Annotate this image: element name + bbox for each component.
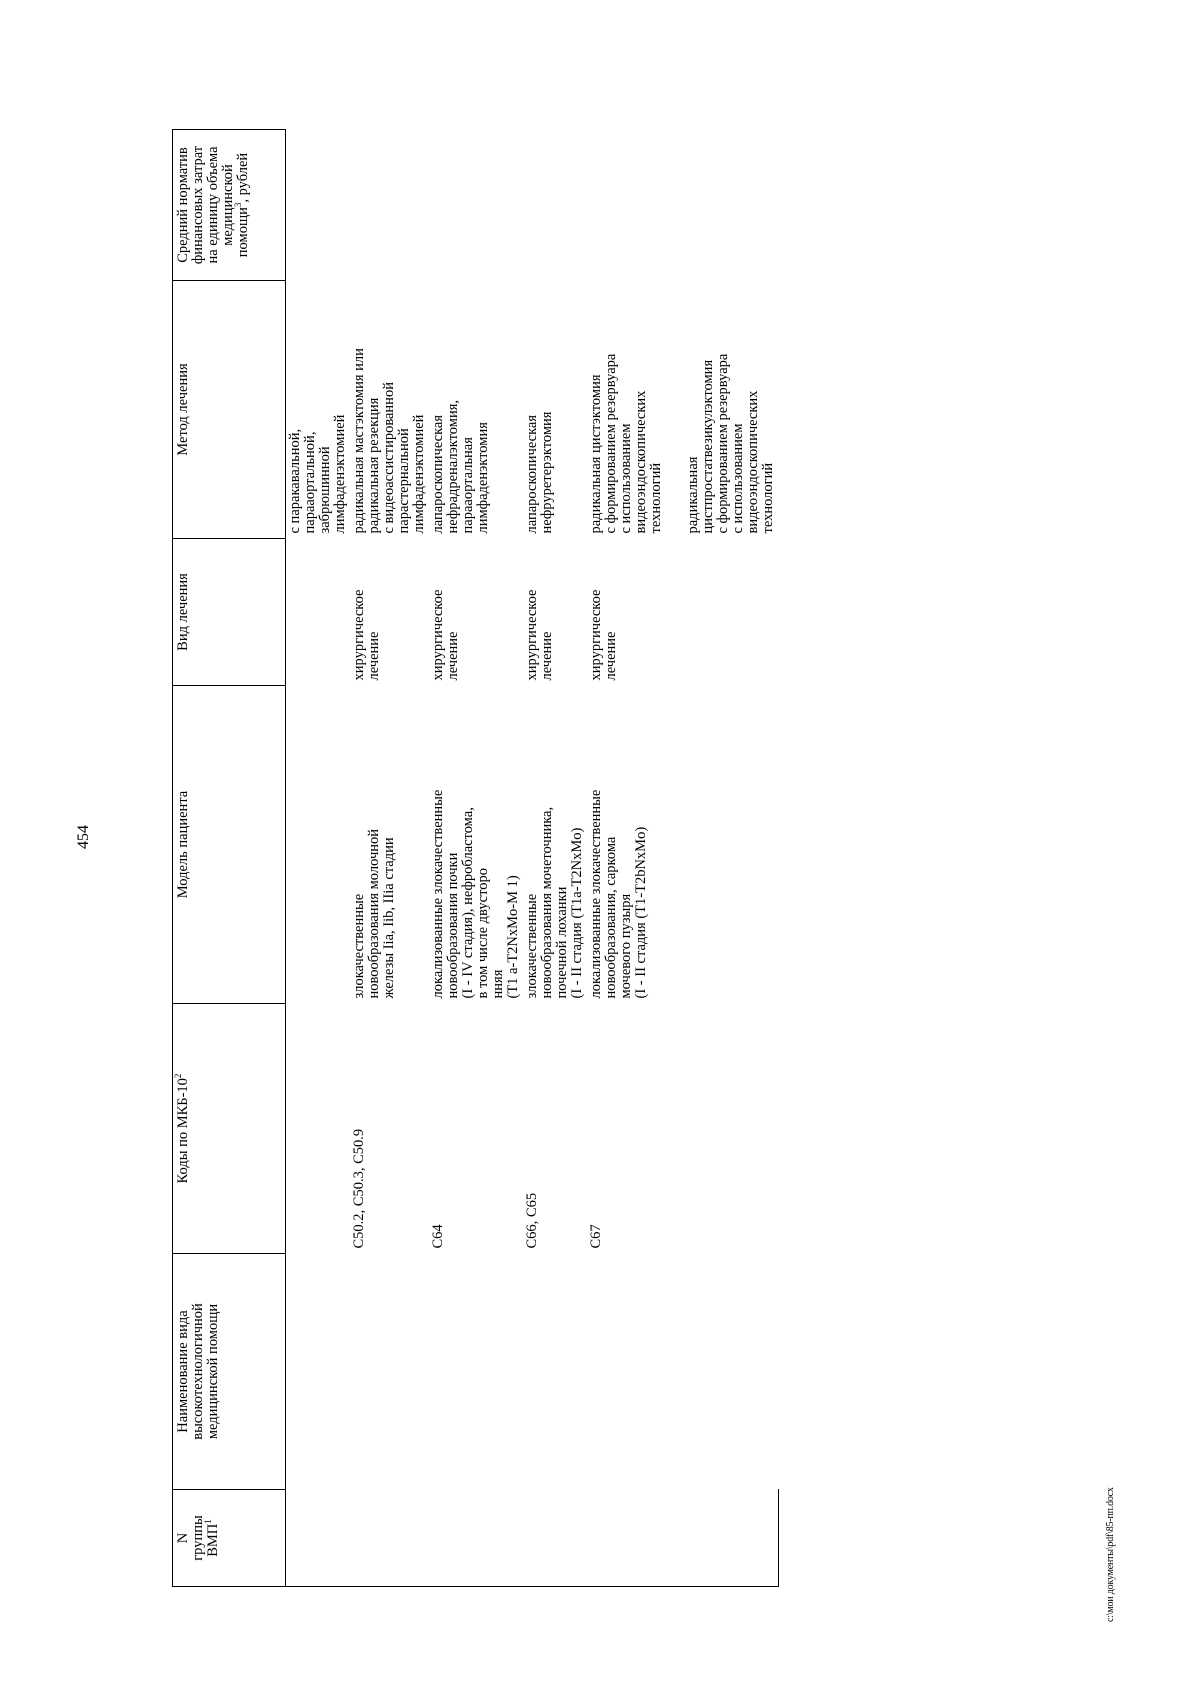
cell-cost-norm [286,130,351,281]
cell-line: хирургическое [588,589,604,681]
cell-line: цистпростатвезикулэктомия [700,359,716,534]
cell-line: хирургическое [351,589,367,681]
cell-line: лечение [366,631,382,681]
header-group-number [173,1490,286,1587]
cell-treatment-method [587,281,778,539]
header-line: медицинской помощи [205,1303,221,1440]
cell-line: видеоэндоскопических [633,390,649,534]
table-row [429,130,523,1587]
cell-line: лечение [603,631,619,681]
cell-line: лимфаденэктомией [411,414,427,534]
cell-line: новообразования, саркома [603,836,619,999]
cell-line: хирургическое [430,589,446,681]
cell-line: новообразования мочеточника, [539,806,555,999]
cell-treatment-type [350,539,429,686]
cell-line: радикальная [685,456,701,534]
cell-group-number [350,1490,429,1587]
cell-patient-model [523,686,587,1004]
vmp-table [172,129,779,1587]
header-patient-model [173,686,286,1004]
cell-cost-norm [587,130,778,281]
table-row [286,130,351,1587]
header-line: медицинской [220,164,236,246]
cell-care-type-name [523,1254,587,1490]
header-suffix: , рублей [235,152,251,203]
cell-treatment-type [523,539,587,686]
header-line: Метод лечения [175,363,191,456]
cell-line: в том числе двусторо [475,868,491,999]
cell-line: нняя [490,969,506,999]
cell-line: C67 [588,1224,604,1249]
header-treatment-type [173,539,286,686]
header-icd-codes [173,1004,286,1254]
cell-care-type-name [587,1254,778,1490]
header-line [173,1009,191,1248]
cell-treatment-method [523,281,587,539]
cell-line: локализованные злокачественные [430,789,446,999]
cell-line: C50.2, C50.3, C50.9 [351,1128,367,1249]
cell-line: лечение [445,631,461,681]
footnote-marker: 3 [233,202,244,208]
cell-line: (T1 a-T2NxMo-M 1) [505,875,521,999]
cell-line: злокачественные [524,893,540,999]
cell-line: злокачественные [351,893,367,999]
cell-cost-norm [429,130,523,281]
cell-line: с формированием резервуара [603,353,619,534]
cell-cost-norm [523,130,587,281]
cell-treatment-method [350,281,429,539]
footnote-marker: 2 [173,1073,184,1079]
cell-icd-codes [523,1004,587,1254]
cell-line: локализованные злокачественные [588,789,604,999]
cell-line: почечной лоханки [554,886,570,999]
cell-line: парааортальной, [302,431,318,534]
page-number: 454 [75,825,92,849]
cell-patient-model [429,686,523,1004]
footer-file-path: c:\мои документы\pdf\85-пп.docx [1105,1487,1116,1622]
cell-line: радикальная цистэктомия [588,374,604,534]
cell-line: парааортальная [460,437,476,534]
cell-line: мочевого пузыря [618,893,634,999]
cell-line: лимфаденэктомией [332,414,348,534]
cell-line: с паракавальной, [287,428,303,534]
cell-line: C66, C65 [524,1192,540,1249]
cell-line: (I - II стадия (T1a-T2NxMo) [569,827,585,999]
header-care-type-name [173,1254,286,1490]
cell-group-number [523,1490,587,1587]
cell-line: с использованием [730,423,746,534]
header-line: Средний норматив [175,147,191,263]
cell-care-type-name [429,1254,523,1490]
cell-cost-norm [350,130,429,281]
cell-line: новообразования почки [445,852,461,999]
cell-line: новообразования молочной [366,828,382,999]
cell-line: лимфаденэктомия [475,422,491,534]
cell-line: радикальная резекция [366,397,382,534]
cell-treatment-type [587,539,778,686]
header-line: на единицу объема [205,146,221,264]
cell-group-number [587,1490,778,1587]
header-text: помощи [235,207,251,258]
header-line: высокотехнологичной [190,1303,206,1440]
table-header-row [173,130,286,1587]
cell-line: видеоэндоскопических [745,390,761,534]
cell-line: нефрадреналэктомия, [445,399,461,534]
cell-icd-codes [286,1004,351,1254]
cell-line: с формированием резервуара [715,353,731,534]
cell-patient-model [587,686,778,1004]
header-line: Наименование вида [175,1310,191,1433]
cell-icd-codes [587,1004,778,1254]
cell-line: (I - IV стадия), нефробластома, [460,807,476,999]
cell-treatment-method [429,281,523,539]
method-gap [664,286,686,534]
cell-line: (I - II стадия (T1-T2bNxMo) [633,826,649,999]
header-line [233,135,251,275]
cell-line: C64 [430,1224,446,1249]
cell-line: лечение [539,631,555,681]
cell-line: железы Iia, Iib, IIia стадии [381,837,397,999]
cell-care-type-name [350,1254,429,1490]
header-text: Коды по МКБ-10 [175,1078,191,1184]
cell-treatment-type [286,539,351,686]
table-row [350,130,429,1587]
cell-line: технологий [760,462,776,534]
cell-icd-codes [429,1004,523,1254]
cell-patient-model [350,686,429,1004]
cell-icd-codes [350,1004,429,1254]
cell-line: технологий [648,462,664,534]
cell-treatment-method [286,281,351,539]
header-line: Вид лечения [175,573,191,651]
cell-line: хирургическое [524,589,540,681]
header-line: Модель пациента [175,790,191,899]
cell-line: лапароскопическая [524,414,540,534]
header-line: N [175,1532,191,1544]
table-row [587,130,778,1587]
cell-line: парастернальной [396,428,412,534]
cell-line: нефруретерэктомия [539,411,555,534]
header-treatment-method [173,281,286,539]
footnote-marker: 1 [203,1519,214,1524]
header-line [203,1495,221,1581]
cell-care-type-name [286,1254,351,1490]
cell-group-number [429,1490,523,1587]
cell-line: радикальная мастэктомия или [351,348,367,534]
table-row [523,130,587,1587]
header-cost-norm [173,130,286,281]
cell-line: лапароскопическая [430,414,446,534]
table-body [286,130,779,1587]
cell-treatment-type [429,539,523,686]
cell-line: с использованием [618,423,634,534]
cell-group-number [286,1490,351,1587]
cell-line: забрюшинной [317,446,333,534]
header-line: финансовых затрат [190,145,206,265]
cell-patient-model [286,686,351,1004]
cell-line: с видеоассистированной [381,382,397,534]
header-line: группы [190,1515,206,1561]
header-text: ВМП [205,1523,221,1557]
